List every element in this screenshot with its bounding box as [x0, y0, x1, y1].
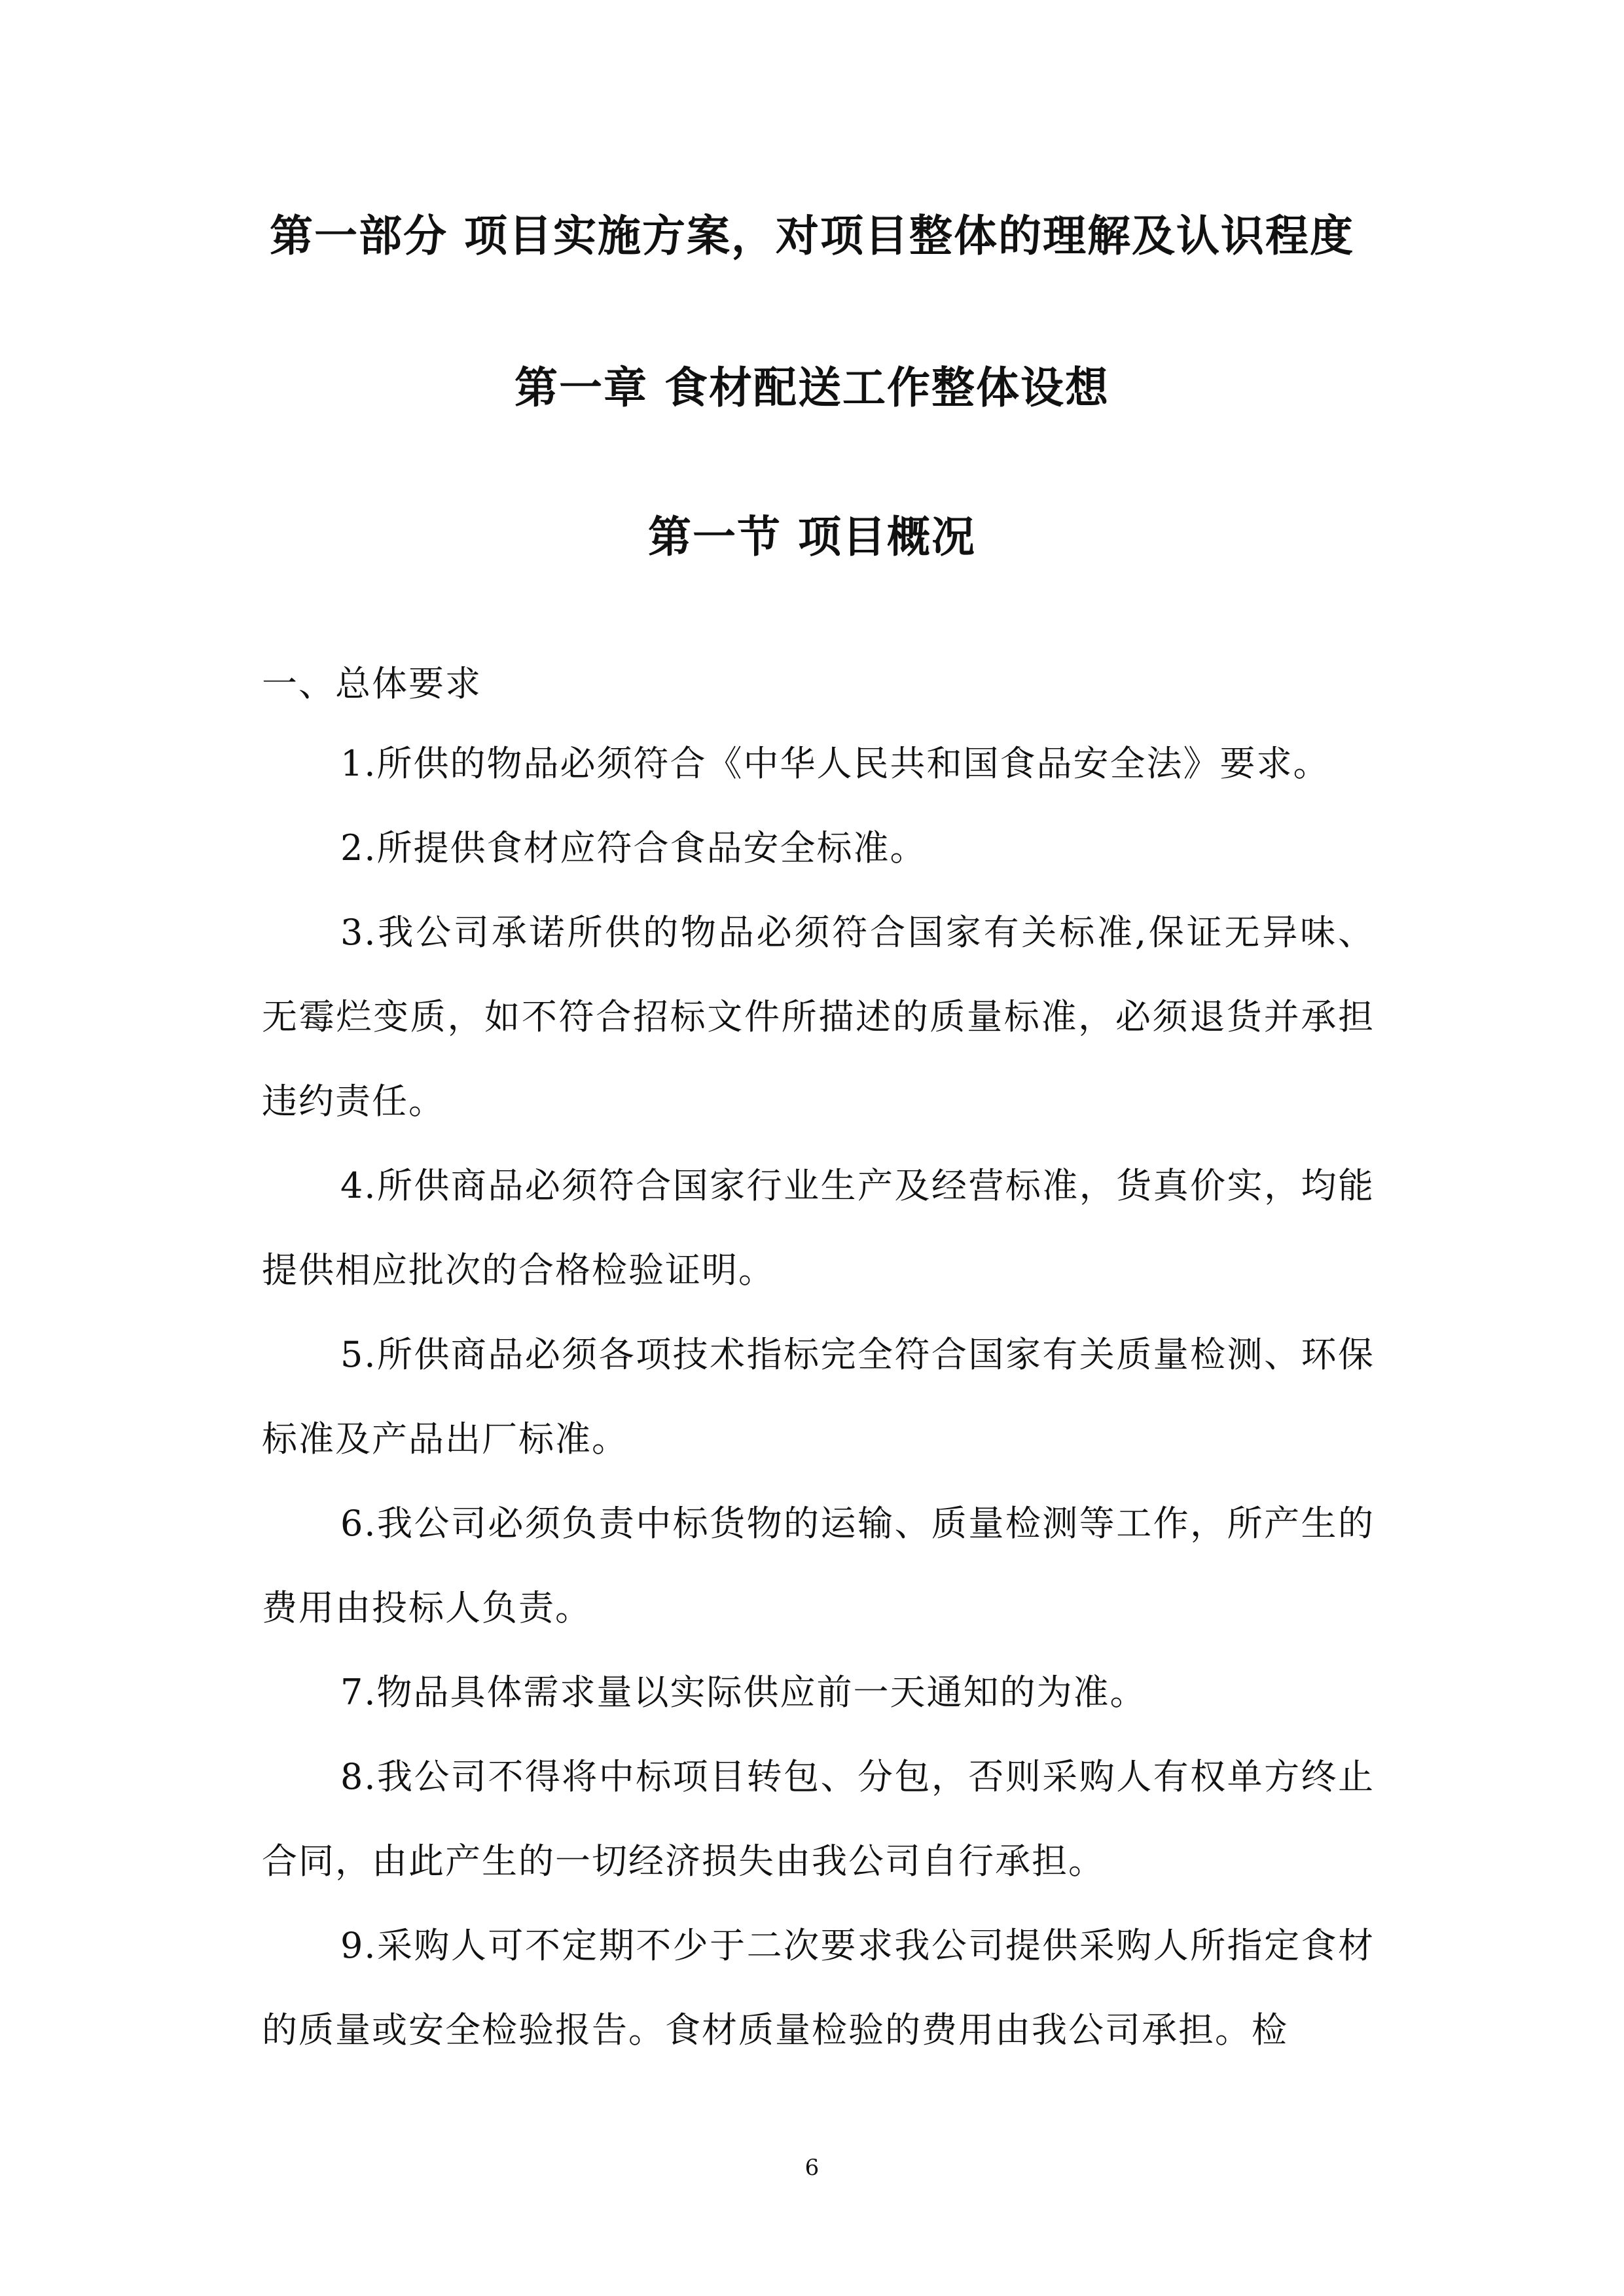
- requirement-paragraph-1: 1.所供的物品必须符合《中华人民共和国食品安全法》要求。: [340, 743, 1330, 784]
- requirement-paragraph-6: 6.我公司必须负责中标货物的运输、质量检测等工作，所产生的费用由投标人负责。: [262, 1503, 1375, 1628]
- part-title: 第一部分 项目实施方案，对项目整体的理解及认识程度: [270, 210, 1354, 261]
- requirement-paragraph-2: 2.所提供食材应符合食品安全标准。: [340, 827, 927, 869]
- requirement-paragraph-4: 4.所供商品必须符合国家行业生产及经营标准，货真价实，均能提供相应批次的合格检验证明。: [262, 1165, 1375, 1291]
- subsection-title: 一、总体要求: [262, 663, 482, 704]
- requirement-paragraph-8: 8.我公司不得将中标项目转包、分包，否则采购人有权单方终止合同，由此产生的一切经济损失由我公司自行承担。: [262, 1756, 1375, 1882]
- page-number: 6: [804, 2155, 820, 2181]
- requirement-paragraph-5: 5.所供商品必须各项技术指标完全符合国家有关质量检测、环保标准及产品出厂标准。: [262, 1334, 1375, 1460]
- section-title: 第一节 项目概况: [648, 511, 976, 562]
- requirements-body: [262, 721, 1375, 2072]
- requirement-paragraph-9: 9.采购人可不定期不少于二次要求我公司提供采购人所指定食材的质量或安全检验报告。食材质量检验的费用由我公司承担。检: [262, 1925, 1375, 2051]
- requirement-paragraph-7: 7.物品具体需求量以实际供应前一天通知的为准。: [340, 1672, 1147, 1713]
- chapter-title: 第一章 食材配送工作整体设想: [514, 362, 1110, 413]
- requirement-paragraph-3: 3.我公司承诺所供的物品必须符合国家有关标准,保证无异味、无霉烂变质，如不符合招标文件所描述的质量标准，必须退货并承担违约责任。: [262, 912, 1375, 1122]
